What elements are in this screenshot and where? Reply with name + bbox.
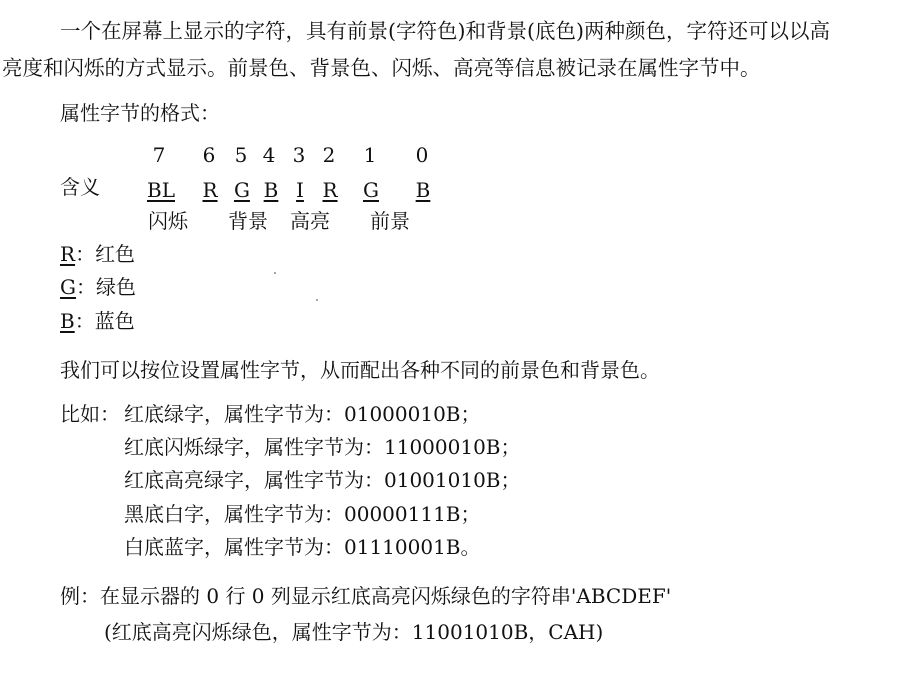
bit-number-3: 3 [292, 143, 306, 167]
group-background: 背景 [228, 209, 268, 233]
meaning-label: 含义 [60, 175, 100, 199]
legend-green-sep: ： [75, 275, 96, 299]
example-item: 红底绿字，属性字节为：01000010B； [124, 402, 481, 426]
group-blink: 闪烁 [148, 209, 188, 233]
example-item: 红底闪烁绿字，属性字节为：11000010B； [124, 435, 521, 459]
bit-code-bl: BL [147, 178, 175, 202]
examples-prefix: 比如： [60, 402, 120, 426]
legend-blue [60, 311, 135, 331]
bit-number-6: 6 [202, 143, 216, 167]
legend-red-code: R [60, 242, 76, 266]
bit-number-2: 2 [322, 143, 336, 167]
legend-red-name: 红色 [95, 242, 136, 266]
summary-text: 我们可以按位设置属性字节，从而配出各种不同的前景色和背景色。 [60, 358, 660, 382]
bit-number-1: 1 [363, 143, 377, 167]
legend-blue-sep: ： [74, 309, 95, 333]
example-task-line-1: 例：在显示器的 0 行 0 列显示红底高亮闪烁绿色的字符串'ABCDEF' [60, 584, 672, 608]
example-item: 红底高亮绿字，属性字节为：01001010B； [124, 468, 521, 492]
bit-code-i: I [296, 178, 304, 202]
legend-green-code: G [60, 275, 76, 299]
group-intensity: 高亮 [290, 209, 330, 233]
bit-code-bg-b: B [263, 178, 279, 202]
intro-line-1: 一个在屏幕上显示的字符，具有前景(字符色)和背景(底色)两种颜色，字符还可以以高 [60, 19, 830, 43]
intro-line-2: 亮度和闪烁的方式显示。前景色、背景色、闪烁、高亮等信息被记录在属性字节中。 [2, 56, 761, 80]
bit-number-4: 4 [262, 143, 276, 167]
example-item: 黑底白字，属性字节为：00000111B； [124, 502, 481, 526]
example-task-line-2: (红底高亮闪烁绿色，属性字节为：11001010B，CAH) [104, 620, 604, 644]
bit-number-5: 5 [234, 143, 248, 167]
bit-code-fg-g: G [363, 178, 379, 202]
example-item: 白底蓝字，属性字节为：01110001B。 [124, 535, 481, 559]
scan-speck [316, 299, 318, 301]
bit-code-fg-r: R [322, 178, 338, 202]
bit-code-bg-g: G [234, 178, 250, 202]
bit-number-7: 7 [152, 143, 166, 167]
bit-code-fg-b: B [415, 178, 431, 202]
legend-green [60, 277, 136, 297]
legend-red-sep: ： [75, 242, 96, 266]
group-foreground: 前景 [370, 209, 410, 233]
format-title: 属性字节的格式： [60, 101, 220, 125]
scan-speck [274, 272, 276, 274]
legend-red [60, 244, 135, 264]
legend-green-name: 绿色 [95, 275, 136, 299]
bit-code-bg-r: R [202, 178, 218, 202]
bit-number-0: 0 [415, 143, 429, 167]
legend-blue-name: 蓝色 [94, 309, 135, 333]
legend-blue-code: B [60, 309, 75, 333]
